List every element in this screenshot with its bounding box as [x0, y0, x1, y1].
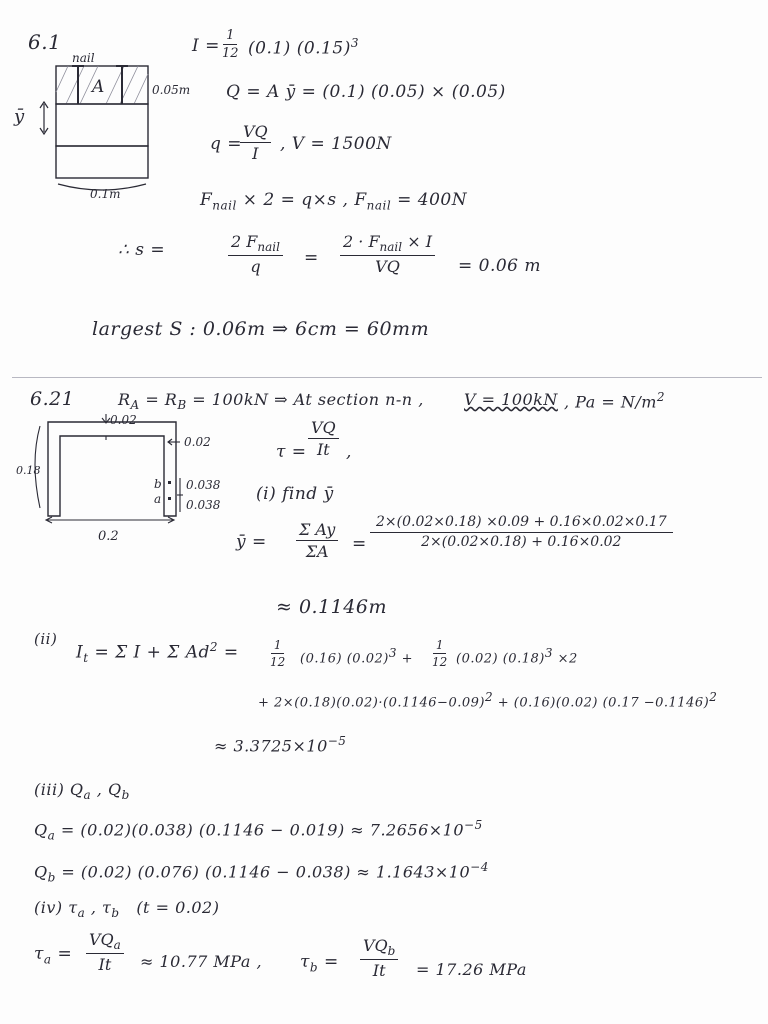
area-label: A	[92, 77, 105, 97]
first-moment-equation: Q = A ȳ = (0.1) (0.05) × (0.05)	[226, 82, 506, 102]
shear-force-value: V = 100kN	[464, 390, 558, 409]
shear-stress-lhs: τ =	[276, 442, 307, 462]
depth-label: 0.05m	[152, 83, 191, 97]
tau-b-fraction: $VQ_b$ It	[360, 936, 398, 980]
inertia-expression: (0.1) $(0.15)^3$	[248, 36, 359, 59]
inertia-fraction-1: $\frac{1}{12}$	[270, 638, 286, 669]
tau-a-result: ≈ 10.77 MPa ,	[140, 952, 263, 971]
step-iv-label: (iv) $\tau_a$ , $\tau_b$ (t = 0.02)	[34, 898, 220, 921]
problem-number: 6.1	[28, 30, 62, 54]
ybar-fraction-2: $\frac{2\times(0.02\times 0.18) \times 0.09 + 0.16\times 0.02\times 0.17}{2\times(0.02\times 0.18) + 0.16\times 0.02}$	[370, 514, 673, 550]
height-label: 0.18	[16, 464, 41, 477]
nail-label: nail	[72, 51, 95, 65]
tau-b-lhs: $\tau_b$ =	[300, 952, 339, 975]
side-thickness-label: 0.02	[184, 435, 211, 449]
shear-stress-comma: ,	[346, 442, 352, 462]
inertia-result: ≈ $3.3725\times 10^{-5}$	[214, 734, 347, 756]
width-label: 0.1m	[90, 187, 121, 201]
largest-spacing-answer: largest S : 0.06m ⇒ 6cm = 60mm	[92, 318, 430, 340]
width-label: 0.2	[98, 529, 119, 544]
ybar-equals: =	[352, 534, 367, 554]
tau-b-result: = 17.26 MPa	[416, 960, 527, 979]
spacing-result: = 0.06 m	[458, 256, 542, 276]
ybar-label: ȳ	[14, 106, 25, 127]
spacing-equals: =	[304, 248, 319, 268]
tau-a-lhs: $\tau_a$ =	[34, 944, 73, 967]
ybar-lhs: ȳ =	[236, 532, 267, 552]
dimension-label-2: 0.038	[186, 498, 221, 512]
shear-flow-lhs: q =	[210, 134, 243, 154]
spacing-fraction-2: $2 \cdot F_{nail} \times I$ VQ	[340, 232, 435, 276]
qa-equation: $Q_a = (0.02)(0.038) (0.1146 - 0.019) \approx 7.2656\times 10^{-5}$	[34, 818, 483, 843]
point-a-label: a	[154, 492, 162, 506]
dimension-label-1: 0.038	[186, 478, 221, 492]
top-thickness-label: 0.02	[110, 413, 137, 427]
ybar-result: ≈ 0.1146m	[276, 596, 387, 618]
shear-value: , V = 1500N	[280, 134, 392, 154]
problem-number: 6.21	[30, 388, 75, 410]
step-ii-label: (ii)	[34, 630, 58, 648]
point-b-label: b	[154, 477, 162, 491]
pressure-unit: , $Pa = N/m^2$	[564, 390, 666, 412]
inertia-term-2: (0.02) $(0.18)^3 \times 2$	[456, 646, 578, 667]
inertia-fraction-2: $\frac{1}{12}$	[432, 638, 448, 669]
shear-flow-fraction: $\frac{VQ}{I}$	[240, 122, 271, 163]
section-divider	[12, 377, 762, 378]
step-find-ybar: (i) find ȳ	[256, 484, 334, 504]
channel-section-diagram	[14, 412, 244, 548]
inertia-fraction: $\frac{1}{12}$	[222, 28, 239, 61]
point-b-marker	[168, 481, 171, 484]
tau-a-fraction: $VQ_a$ It	[86, 930, 124, 974]
spacing-fraction-1: 2 $F_{nail}$ q	[228, 232, 283, 276]
moment-of-inertia-line-2: + $2\times(0.18)(0.02)\cdot(0.1146-0.09)^2 + (0.16)(0.02)$ $(0.17 -0.1146)^2$	[258, 690, 718, 711]
qb-equation: $Q_b = (0.02)$ (0.076) $(0.1146 - 0.038) \approx 1.1643\times 10^{-4}$	[34, 860, 489, 885]
section-diagram-6-1	[14, 51, 191, 212]
reactions-line: $R_A = R_B = 100kN$ ⇒ At section n-n ,	[118, 390, 424, 413]
moment-of-inertia-line-1: $I_t = \Sigma$ I + Σ Ad$^2$ =	[76, 640, 239, 666]
spacing-lhs: ∴ s =	[118, 240, 166, 260]
inertia-lhs: I =	[192, 36, 220, 56]
step-iii-label: (iii) $Q_a$ , $Q_b$	[34, 780, 130, 803]
nail-force-equation: $F_{nail} \times 2 = q\times s$ , $F_{nail} = 400N$	[200, 190, 468, 213]
point-a-marker	[168, 497, 171, 500]
shear-stress-fraction: $\frac{VQ}{It}$	[308, 418, 339, 459]
inertia-term-1: (0.16) $(0.02)^3$ +	[300, 646, 413, 667]
ybar-fraction-1: $\frac{\text{Σ Ay}}{\Sigma A}$	[296, 520, 338, 561]
